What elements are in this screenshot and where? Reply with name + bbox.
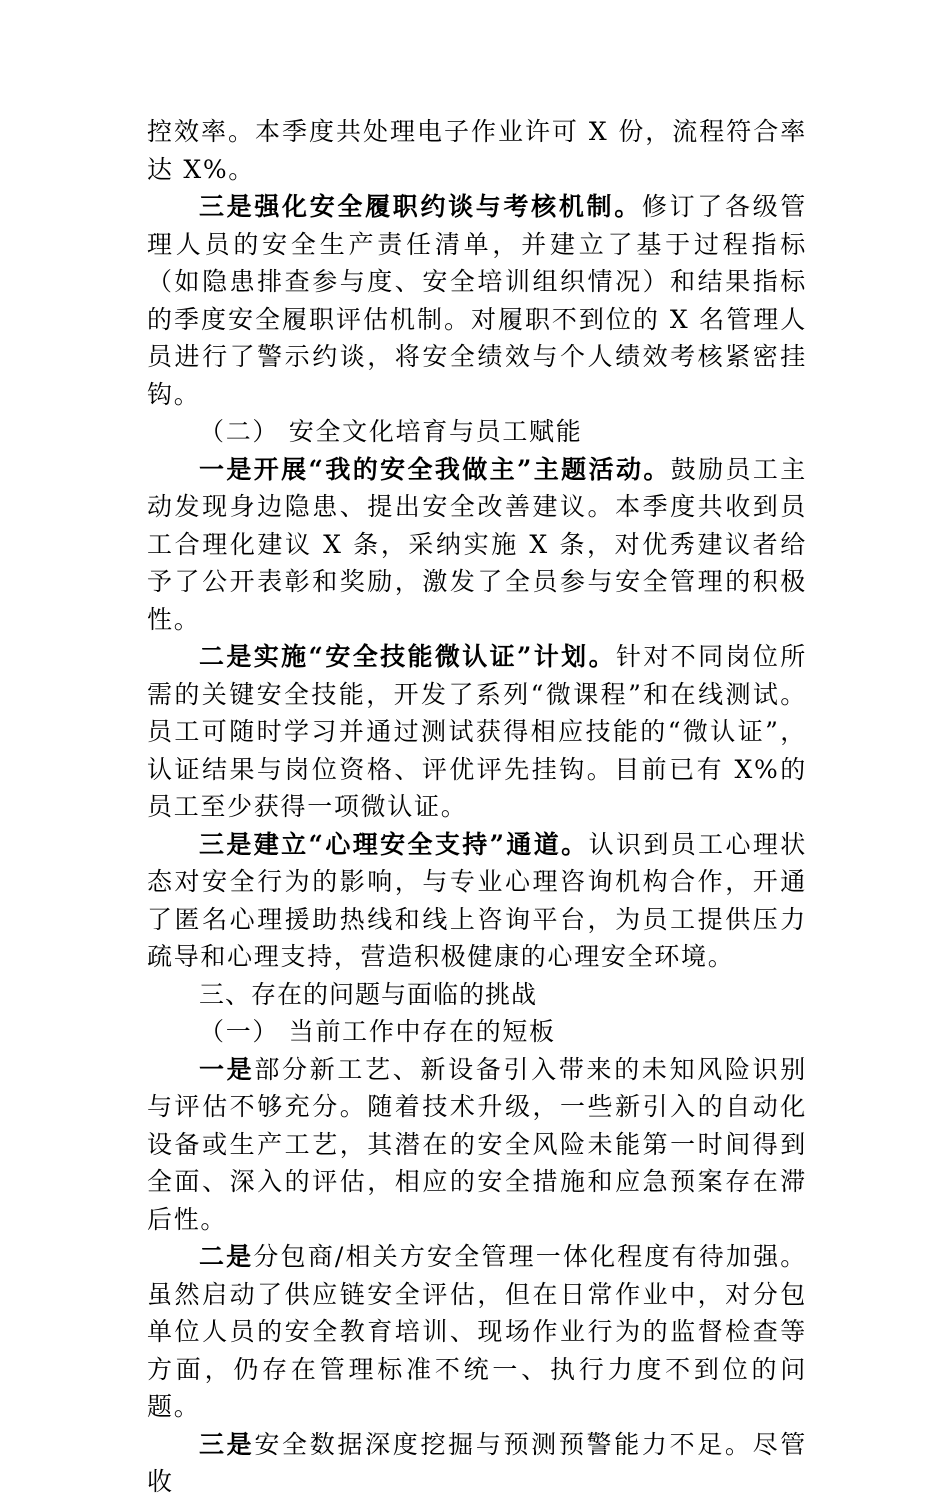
paragraph-psych-support xyxy=(147,826,807,976)
paragraph-text: 鼓励员工主动发现身边隐患、提出安全改善建议。本季度共收到员工合理化建议 X 条，采纳实施 X 条，对优秀建议者给予了公开表彰和奖励，激发了全员参与安全管理的积极性。 xyxy=(147,454,807,634)
paragraph-lead: 三是建立“心理安全支持”通道。 xyxy=(199,829,589,859)
paragraph-text: 认识到员工心理状态对安全行为的影响，与专业心理咨询机构合作，开通了匿名心理援助热线和线上咨询平台，为员工提供压力疏导和心理支持，营造积极健康的心理安全环境。 xyxy=(147,829,807,971)
paragraph-lead: 二是实施“安全技能微认证”计划。 xyxy=(199,642,616,671)
paragraph-gap-1 xyxy=(147,1051,807,1239)
subheading-shortcomings xyxy=(147,1013,807,1051)
paragraph-lead: 二是 xyxy=(199,1242,254,1271)
paragraph-continuation xyxy=(147,113,807,188)
paragraph-micro-cert xyxy=(147,638,807,826)
paragraph-text: 安全数据深度挖掘与预测预警能力不足。尽管收 xyxy=(147,1429,807,1496)
paragraph-text: 分包商/相关方安全管理一体化程度有待加强。虽然启动了供应链安全评估，但在日常作业中，对分包单位人员的安全教育培训、现场作业行为的监督检查等方面，仍存在管理标准不统一、执行力度不到位的问题。 xyxy=(147,1242,808,1421)
paragraph-accountability xyxy=(147,188,807,413)
paragraph-lead: 一是 xyxy=(199,1054,255,1084)
paragraph-text: 修订了各级管理人员的安全生产责任清单，并建立了基于过程指标（如隐患排查参与度、安全培训组织情况）和结果指标的季度安全履职评估机制。对履职不到位的 X 名管理人员进行了警示约谈，将安全绩效与个人绩效考核紧密挂钩。 xyxy=(147,192,808,409)
paragraph-gap-3 xyxy=(147,1426,807,1501)
document-body xyxy=(147,113,807,1501)
paragraph-lead: 三是强化安全履职约谈与考核机制。 xyxy=(199,192,642,221)
subheading-text: （一） 当前工作中存在的短板 xyxy=(199,1017,556,1046)
paragraph-theme-activity xyxy=(147,451,807,639)
paragraph-text: 部分新工艺、新设备引入带来的未知风险识别与评估不够充分。随着技术升级，一些新引入的自动化设备或生产工艺，其潜在的安全风险未能第一时间得到全面、深入的评估，相应的安全措施和应急预案存在滞后性。 xyxy=(147,1054,807,1234)
section-heading-text: 三、存在的问题与面临的挑战 xyxy=(199,979,538,1009)
paragraph-lead: 一是开展“我的安全我做主”主题活动。 xyxy=(199,454,671,484)
paragraph-lead: 三是 xyxy=(199,1429,255,1459)
paragraph-text: 针对不同岗位所需的关键安全技能，开发了系列“微课程”和在线测试。员工可随时学习并通过测试获得相应技能的“微认证”，认证结果与岗位资格、评优评先挂钩。目前已有 X%的员工至少获得一项微认证。 xyxy=(147,642,807,821)
paragraph-gap-2 xyxy=(147,1238,807,1426)
paragraph-text: 控效率。本季度共处理电子作业许可 X 份，流程符合率达 X%。 xyxy=(147,117,807,184)
subheading-culture xyxy=(147,413,807,451)
section-heading-problems xyxy=(147,976,807,1014)
subheading-text: （二） 安全文化培育与员工赋能 xyxy=(199,417,583,446)
